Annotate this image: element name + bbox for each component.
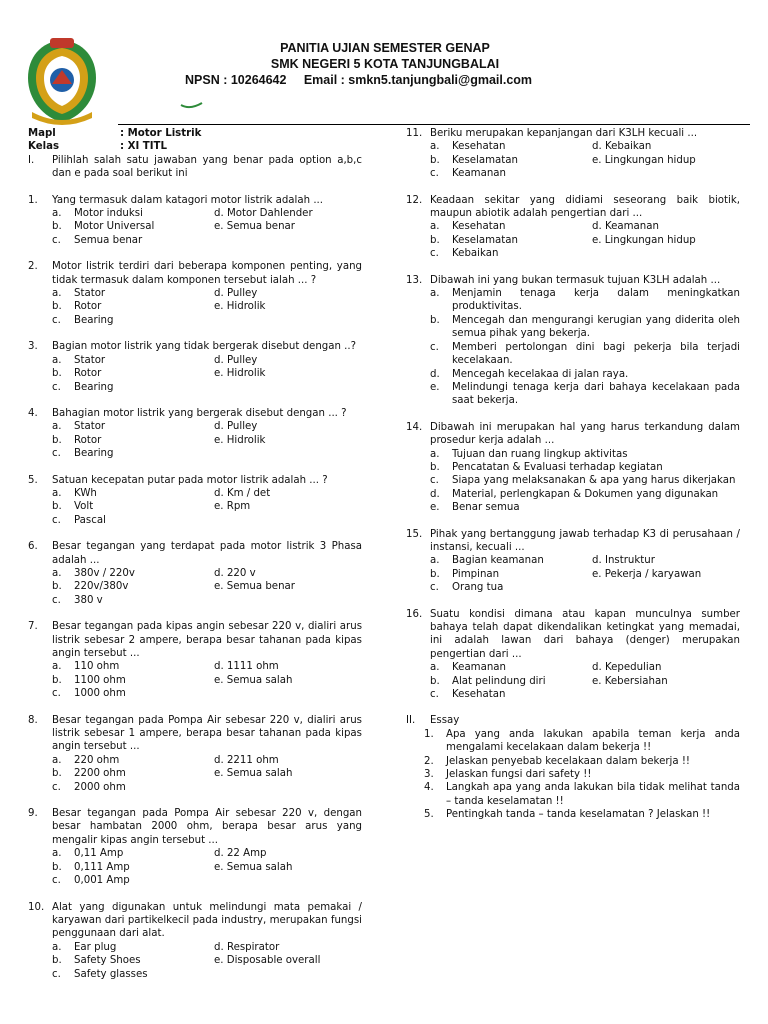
option-row <box>28 767 362 780</box>
option-text: e. Hidrolik <box>214 368 266 380</box>
option-text: Benar semua <box>452 502 520 514</box>
option-text <box>592 581 740 594</box>
option-text: e. Lingkungan hidup <box>592 234 696 246</box>
option-text <box>592 247 740 260</box>
essay-number: 3. <box>424 769 434 781</box>
option-text <box>214 447 362 460</box>
option-text: Keamanan <box>452 662 507 674</box>
option-row <box>406 140 740 153</box>
spacer <box>406 701 740 714</box>
option-text: 0,11 Amp <box>74 848 124 860</box>
spacer <box>28 794 362 807</box>
option-letter: d. <box>430 368 440 380</box>
option-letter: c. <box>52 781 61 793</box>
option-text: Motor Universal <box>74 221 155 233</box>
option-letter: c. <box>52 514 61 526</box>
option-letter: d. <box>430 488 440 500</box>
option-text: d. Motor Dahlender <box>214 208 313 220</box>
option-text <box>214 781 362 794</box>
option-row <box>28 300 362 313</box>
option-text: d. Pulley <box>214 421 258 433</box>
option-row <box>28 487 362 500</box>
option-text: Rotor <box>74 368 102 380</box>
option-letter: e. <box>430 502 440 514</box>
option-letter: b. <box>52 768 62 780</box>
option-letter: c. <box>430 341 439 353</box>
option-letter: a. <box>430 448 440 460</box>
option-row <box>406 287 740 314</box>
question-text: Besar tegangan yang terdapat pada motor listrik 3 Phasa adalah ... <box>52 541 362 566</box>
section-number: I. <box>28 154 35 166</box>
essay-item <box>406 755 740 768</box>
option-letter: b. <box>52 674 62 686</box>
option-text: Motor induksi <box>74 208 143 220</box>
option-text <box>214 968 362 981</box>
section-instruction <box>28 154 362 181</box>
essay-section-number: II. <box>406 715 416 727</box>
option-row <box>28 514 362 527</box>
option-text: Ear plug <box>74 941 117 953</box>
option-text: 2000 ohm <box>74 781 126 793</box>
option-row <box>406 154 740 167</box>
option-text: Menjamin tenaga kerja dalam meningkatkan produktivitas. <box>452 288 740 313</box>
question-3 <box>28 340 362 353</box>
swoosh-icon <box>180 100 204 110</box>
option-letter: a. <box>52 941 62 953</box>
option-text: d. Keamanan <box>592 221 659 233</box>
essay-number: 5. <box>424 809 434 821</box>
right-column <box>406 127 740 822</box>
option-text: 0,001 Amp <box>74 875 130 887</box>
question-number: 3. <box>28 341 38 353</box>
option-row <box>28 207 362 220</box>
option-letter: b. <box>52 501 62 513</box>
option-letter: c. <box>430 689 439 701</box>
essay-number: 1. <box>424 728 434 740</box>
option-letter: b. <box>430 675 440 687</box>
meta-subject <box>28 127 362 140</box>
header-school-name: SMK NEGERI 5 KOTA TANJUNGBALAI <box>270 57 500 71</box>
essay-number: 4. <box>424 782 434 794</box>
option-letter: b. <box>430 154 440 166</box>
meta-class <box>28 140 362 153</box>
question-16 <box>406 608 740 662</box>
option-row <box>406 474 740 487</box>
question-number: 1. <box>28 194 38 206</box>
option-row <box>406 554 740 567</box>
spacer <box>28 461 362 474</box>
spacer <box>406 595 740 608</box>
option-row <box>406 341 740 368</box>
option-text: Bearing <box>74 314 114 326</box>
option-row <box>406 461 740 474</box>
question-text: Besar tegangan pada Pompa Air sebesar 220 v, dengan besar hambatan 2000 ohm, berapa besar arus yang mengalir kipas angin tersebut ... <box>52 808 362 846</box>
option-letter: c. <box>430 582 439 594</box>
option-letter: b. <box>52 221 62 233</box>
meta-subject-value: : Motor Listrik <box>120 128 202 139</box>
question-number: 2. <box>28 261 38 273</box>
option-row <box>28 954 362 967</box>
option-row <box>28 420 362 433</box>
option-text: 220 ohm <box>74 754 120 766</box>
question-8 <box>28 714 362 754</box>
option-text: Keselamatan <box>452 234 518 246</box>
option-text: Safety glasses <box>74 968 148 980</box>
option-letter: c. <box>52 594 61 606</box>
option-letter: b. <box>430 314 440 326</box>
option-text: Mencegah dan mengurangi kerugian yang diderita oleh semua pihak yang bekerja. <box>452 314 740 340</box>
option-row <box>406 234 740 247</box>
spacer <box>28 527 362 540</box>
option-text: 2200 ohm <box>74 768 126 780</box>
question-4 <box>28 407 362 420</box>
option-text: e. Semua salah <box>214 768 293 780</box>
option-text <box>214 594 362 607</box>
option-text: Melindungi tenaga kerja dari bahaya kecelakaan pada saat bekerja. <box>452 381 740 407</box>
question-2 <box>28 260 362 287</box>
option-text: Keamanan <box>452 168 507 180</box>
option-text: d. Km / det <box>214 487 271 499</box>
option-text: Stator <box>74 354 106 366</box>
option-letter: a. <box>430 141 440 153</box>
option-text: e. Hidrolik <box>214 434 266 446</box>
question-number: 8. <box>28 714 38 726</box>
question-text: Besar tegangan pada kipas angin sebesar 220 v, dialiri arus listrik sebesar 2 ampere, berapa besar tahanan pada kipas angin tersebut ... <box>52 621 362 659</box>
option-row <box>406 368 740 381</box>
option-row <box>406 314 740 341</box>
option-text <box>214 514 362 527</box>
question-text: Yang termasuk dalam katagori motor listrik adalah ... <box>52 194 324 206</box>
option-text: e. Pekerja / karyawan <box>592 568 702 580</box>
question-number: 6. <box>28 541 38 553</box>
option-letter: c. <box>52 381 61 393</box>
option-row <box>28 220 362 233</box>
option-letter: a. <box>52 421 62 433</box>
question-text: Pihak yang bertanggung jawab terhadap K3 di perusahaan / instansi, kecuali ... <box>430 528 740 553</box>
option-text: Alat pelindung diri <box>452 675 546 687</box>
spacer <box>28 701 362 714</box>
question-text: Bagian motor listrik yang tidak bergerak disebut dengan ..? <box>52 341 357 353</box>
option-row <box>406 661 740 674</box>
option-row <box>28 567 362 580</box>
question-13 <box>406 274 740 287</box>
question-text: Beriku merupakan kepanjangan dari K3LH kecuali ... <box>430 128 698 139</box>
option-letter: a. <box>52 661 62 673</box>
option-letter: c. <box>430 168 439 180</box>
option-row <box>28 861 362 874</box>
option-row <box>28 874 362 887</box>
question-number: 9. <box>28 808 38 820</box>
option-row <box>28 687 362 700</box>
option-text: Kesehatan <box>452 221 506 233</box>
option-row <box>406 501 740 514</box>
option-text <box>214 687 362 700</box>
option-row <box>28 287 362 300</box>
option-text: 1100 ohm <box>74 674 126 686</box>
essay-section-title: Essay <box>430 715 460 727</box>
spacer <box>406 181 740 194</box>
header-committee-title: PANITIA UJIAN SEMESTER GENAP <box>280 41 490 55</box>
question-text: Satuan kecepatan putar pada motor listrik adalah ... ? <box>52 474 328 486</box>
option-row <box>406 220 740 233</box>
option-text: Rotor <box>74 434 102 446</box>
letterhead <box>0 0 768 130</box>
option-text: 380 v <box>74 594 103 606</box>
question-6 <box>28 540 362 567</box>
option-letter: b. <box>52 434 62 446</box>
option-letter: b. <box>52 861 62 873</box>
option-letter: a. <box>430 555 440 567</box>
option-text: 220v/380v <box>74 581 129 593</box>
question-text: Alat yang digunakan untuk melindungi mata pemakai / karyawan dari partikelkecil pada industry, merupakan fungsi penggunaan dari alat. <box>52 901 362 940</box>
option-text: Kebaikan <box>452 248 499 260</box>
option-row <box>406 448 740 461</box>
option-text: d. Kebaikan <box>592 141 652 153</box>
option-letter: b. <box>430 461 440 473</box>
option-text <box>214 314 362 327</box>
option-text: e. Rpm <box>214 501 251 513</box>
option-text: Memberi pertolongan dini bagi pekerja bila terjadi kecelakaan. <box>452 341 740 367</box>
option-letter: a. <box>430 221 440 233</box>
option-text: KWh <box>74 487 97 499</box>
option-text: e. Disposable overall <box>214 955 321 967</box>
option-text: 0,111 Amp <box>74 861 130 873</box>
spacer <box>406 261 740 274</box>
option-row <box>28 580 362 593</box>
option-text: e. Semua benar <box>214 221 295 233</box>
meta-class-value: : XI TITL <box>120 141 167 153</box>
option-row <box>28 447 362 460</box>
option-text: Pimpinan <box>452 568 500 580</box>
essay-text: Langkah apa yang anda lakukan bila tidak melihat tanda – tanda keselamatan !! <box>446 782 740 807</box>
option-text: Keselamatan <box>452 154 518 166</box>
option-text: Bearing <box>74 381 114 393</box>
question-text: Dibawah ini yang bukan termasuk tujuan K3LH adalah ... <box>430 274 721 286</box>
option-letter: c. <box>52 234 61 246</box>
question-number: 16. <box>406 608 423 620</box>
question-number: 10. <box>28 901 45 913</box>
option-letter: c. <box>52 875 61 887</box>
option-row <box>28 381 362 394</box>
option-text: Kesehatan <box>452 141 506 153</box>
spacer <box>28 888 362 901</box>
option-letter: a. <box>52 208 62 220</box>
option-row <box>28 754 362 767</box>
option-text: Safety Shoes <box>74 955 141 967</box>
option-text <box>214 234 362 247</box>
question-12 <box>406 194 740 221</box>
option-text: d. 22 Amp <box>214 848 267 860</box>
option-text: d. Instruktur <box>592 555 655 567</box>
spacer <box>28 981 362 994</box>
section-instruction-text: Pilihlah salah satu jawaban yang benar pada option a,b,c dan e pada soal berikut ini <box>52 154 362 180</box>
spacer <box>28 394 362 407</box>
option-text: Kesehatan <box>452 689 506 701</box>
essay-text: Jelaskan penyebab kecelakaan dalam bekerja !! <box>446 755 691 767</box>
option-text: d. 2211 ohm <box>214 754 279 766</box>
option-letter: a. <box>52 567 62 579</box>
option-text <box>214 381 362 394</box>
option-text: 1000 ohm <box>74 688 126 700</box>
option-text: Pascal <box>74 514 106 526</box>
option-row <box>28 674 362 687</box>
essay-item <box>406 781 740 808</box>
question-15 <box>406 528 740 555</box>
question-number: 11. <box>406 128 423 139</box>
option-row <box>406 688 740 701</box>
header-divider <box>118 124 750 125</box>
option-row <box>406 568 740 581</box>
option-text: e. Lingkungan hidup <box>592 154 696 166</box>
option-letter: c. <box>430 475 439 487</box>
option-letter: b. <box>52 301 62 313</box>
option-text: d. Pulley <box>214 288 258 300</box>
option-text: Orang tua <box>452 582 504 594</box>
option-letter: b. <box>52 368 62 380</box>
option-text: e. Semua salah <box>214 861 293 873</box>
option-text: Siapa yang melaksanakan & apa yang harus dikerjakan <box>452 475 736 487</box>
question-number: 7. <box>28 621 38 633</box>
question-number: 5. <box>28 474 38 486</box>
question-text: Motor listrik terdiri dari beberapa komponen penting, yang tidak termasuk dalam komponen tersebut ialah ... ? <box>52 261 362 286</box>
option-text: d. Kepedulian <box>592 662 662 674</box>
option-letter: c. <box>52 688 61 700</box>
option-row <box>406 167 740 180</box>
option-letter: b. <box>52 955 62 967</box>
option-text: Volt <box>74 501 94 513</box>
option-text: Tujuan dan ruang lingkup aktivitas <box>452 448 628 460</box>
meta-subject-label: Mapl <box>28 128 56 139</box>
essay-text: Apa yang anda lakukan apabila teman kerja anda mengalami kecelakaan dalam bekerja !! <box>446 728 740 754</box>
question-1 <box>28 194 362 207</box>
option-letter: c. <box>52 314 61 326</box>
option-row <box>28 660 362 673</box>
option-text: e. Hidrolik <box>214 301 266 313</box>
question-number: 14. <box>406 421 423 433</box>
question-11 <box>406 127 740 140</box>
option-row <box>28 234 362 247</box>
option-text: Pencatatan & Evaluasi terhadap kegiatan <box>452 461 663 473</box>
option-text: Bagian keamanan <box>452 555 544 567</box>
option-letter: a. <box>52 848 62 860</box>
option-text: Rotor <box>74 301 102 313</box>
option-row <box>28 847 362 860</box>
question-5 <box>28 474 362 487</box>
option-text: d. 220 v <box>214 567 256 579</box>
option-text <box>592 167 740 180</box>
option-text: Stator <box>74 288 106 300</box>
essay-section <box>406 714 740 727</box>
question-10 <box>28 901 362 941</box>
option-text: Material, perlengkapan & Dokumen yang digunakan <box>452 488 719 500</box>
question-text: Besar tegangan pada Pompa Air sebesar 220 v, dialiri arus listrik sebesar 1 ampere, berapa besar tahanan pada kipas angin tersebut ... <box>52 714 362 753</box>
essay-number: 2. <box>424 755 434 767</box>
option-text: d. Respirator <box>214 941 280 953</box>
option-row <box>28 434 362 447</box>
option-row <box>28 314 362 327</box>
option-text: e. Kebersiahan <box>592 675 668 687</box>
question-number: 4. <box>28 407 38 419</box>
question-text: Dibawah ini merupakan hal yang harus terkandung dalam prosedur kerja adalah ... <box>430 421 740 447</box>
option-text: Mencegah kecelakaa di jalan raya. <box>452 368 629 380</box>
option-text: e. Semua salah <box>214 674 293 686</box>
school-emblem-icon <box>22 36 102 126</box>
option-letter: a. <box>430 662 440 674</box>
option-row <box>406 381 740 408</box>
option-text: 380v / 220v <box>74 567 135 579</box>
option-row <box>28 941 362 954</box>
option-letter: a. <box>430 288 440 300</box>
left-column <box>28 127 362 994</box>
option-row <box>28 367 362 380</box>
option-row <box>28 500 362 513</box>
option-text: Stator <box>74 421 106 433</box>
header-contact: NPSN : 10264642 Email : smkn5.tanjungbali@gmail.com <box>185 73 533 87</box>
option-row <box>406 247 740 260</box>
question-text: Suatu kondisi dimana atau kapan munculnya sumber bahaya telah dapat dikendalikan ketingkat yang memadai, ini adalah lawan dari bahaya (denger) merupakan pengertian dari ... <box>430 608 740 660</box>
question-number: 12. <box>406 194 423 206</box>
option-row <box>28 781 362 794</box>
option-row <box>406 488 740 501</box>
option-letter: b. <box>52 581 62 593</box>
question-number: 13. <box>406 274 423 286</box>
option-text: d. 1111 ohm <box>214 661 279 673</box>
question-text: Keadaan sekitar yang didiami seseorang baik biotik, maupun abiotik adalah pengertian dari ... <box>430 194 740 220</box>
essay-text: Pentingkah tanda – tanda keselamatan ? Jelaskan !! <box>446 809 711 821</box>
option-text <box>214 874 362 887</box>
option-letter: a. <box>52 487 62 499</box>
option-text: Semua benar <box>74 234 143 246</box>
question-9 <box>28 807 362 847</box>
option-text: d. Pulley <box>214 354 258 366</box>
option-text: e. Semua benar <box>214 581 295 593</box>
essay-item <box>406 728 740 755</box>
option-row <box>28 594 362 607</box>
question-text: Bahagian motor listrik yang bergerak disebut dengan ... ? <box>52 407 347 419</box>
question-7 <box>28 620 362 660</box>
option-text <box>592 688 740 701</box>
option-letter: c. <box>430 248 439 260</box>
option-text: Bearing <box>74 448 114 460</box>
option-row <box>28 968 362 981</box>
meta-class-label: Kelas <box>28 141 60 153</box>
option-letter: c. <box>52 968 61 980</box>
spacer <box>28 607 362 620</box>
option-letter: b. <box>430 234 440 246</box>
spacer <box>28 327 362 340</box>
option-letter: c. <box>52 448 61 460</box>
option-row <box>406 581 740 594</box>
option-letter: a. <box>52 354 62 366</box>
option-row <box>406 675 740 688</box>
option-letter: a. <box>52 288 62 300</box>
option-letter: b. <box>430 568 440 580</box>
question-number: 15. <box>406 528 423 540</box>
option-letter: a. <box>52 754 62 766</box>
essay-item <box>406 808 740 821</box>
option-text: 110 ohm <box>74 661 120 673</box>
essay-text: Jelaskan fungsi dari safety !! <box>446 769 592 781</box>
essay-item <box>406 768 740 781</box>
spacer <box>28 247 362 260</box>
question-14 <box>406 421 740 448</box>
option-letter: e. <box>430 381 440 393</box>
option-row <box>28 354 362 367</box>
